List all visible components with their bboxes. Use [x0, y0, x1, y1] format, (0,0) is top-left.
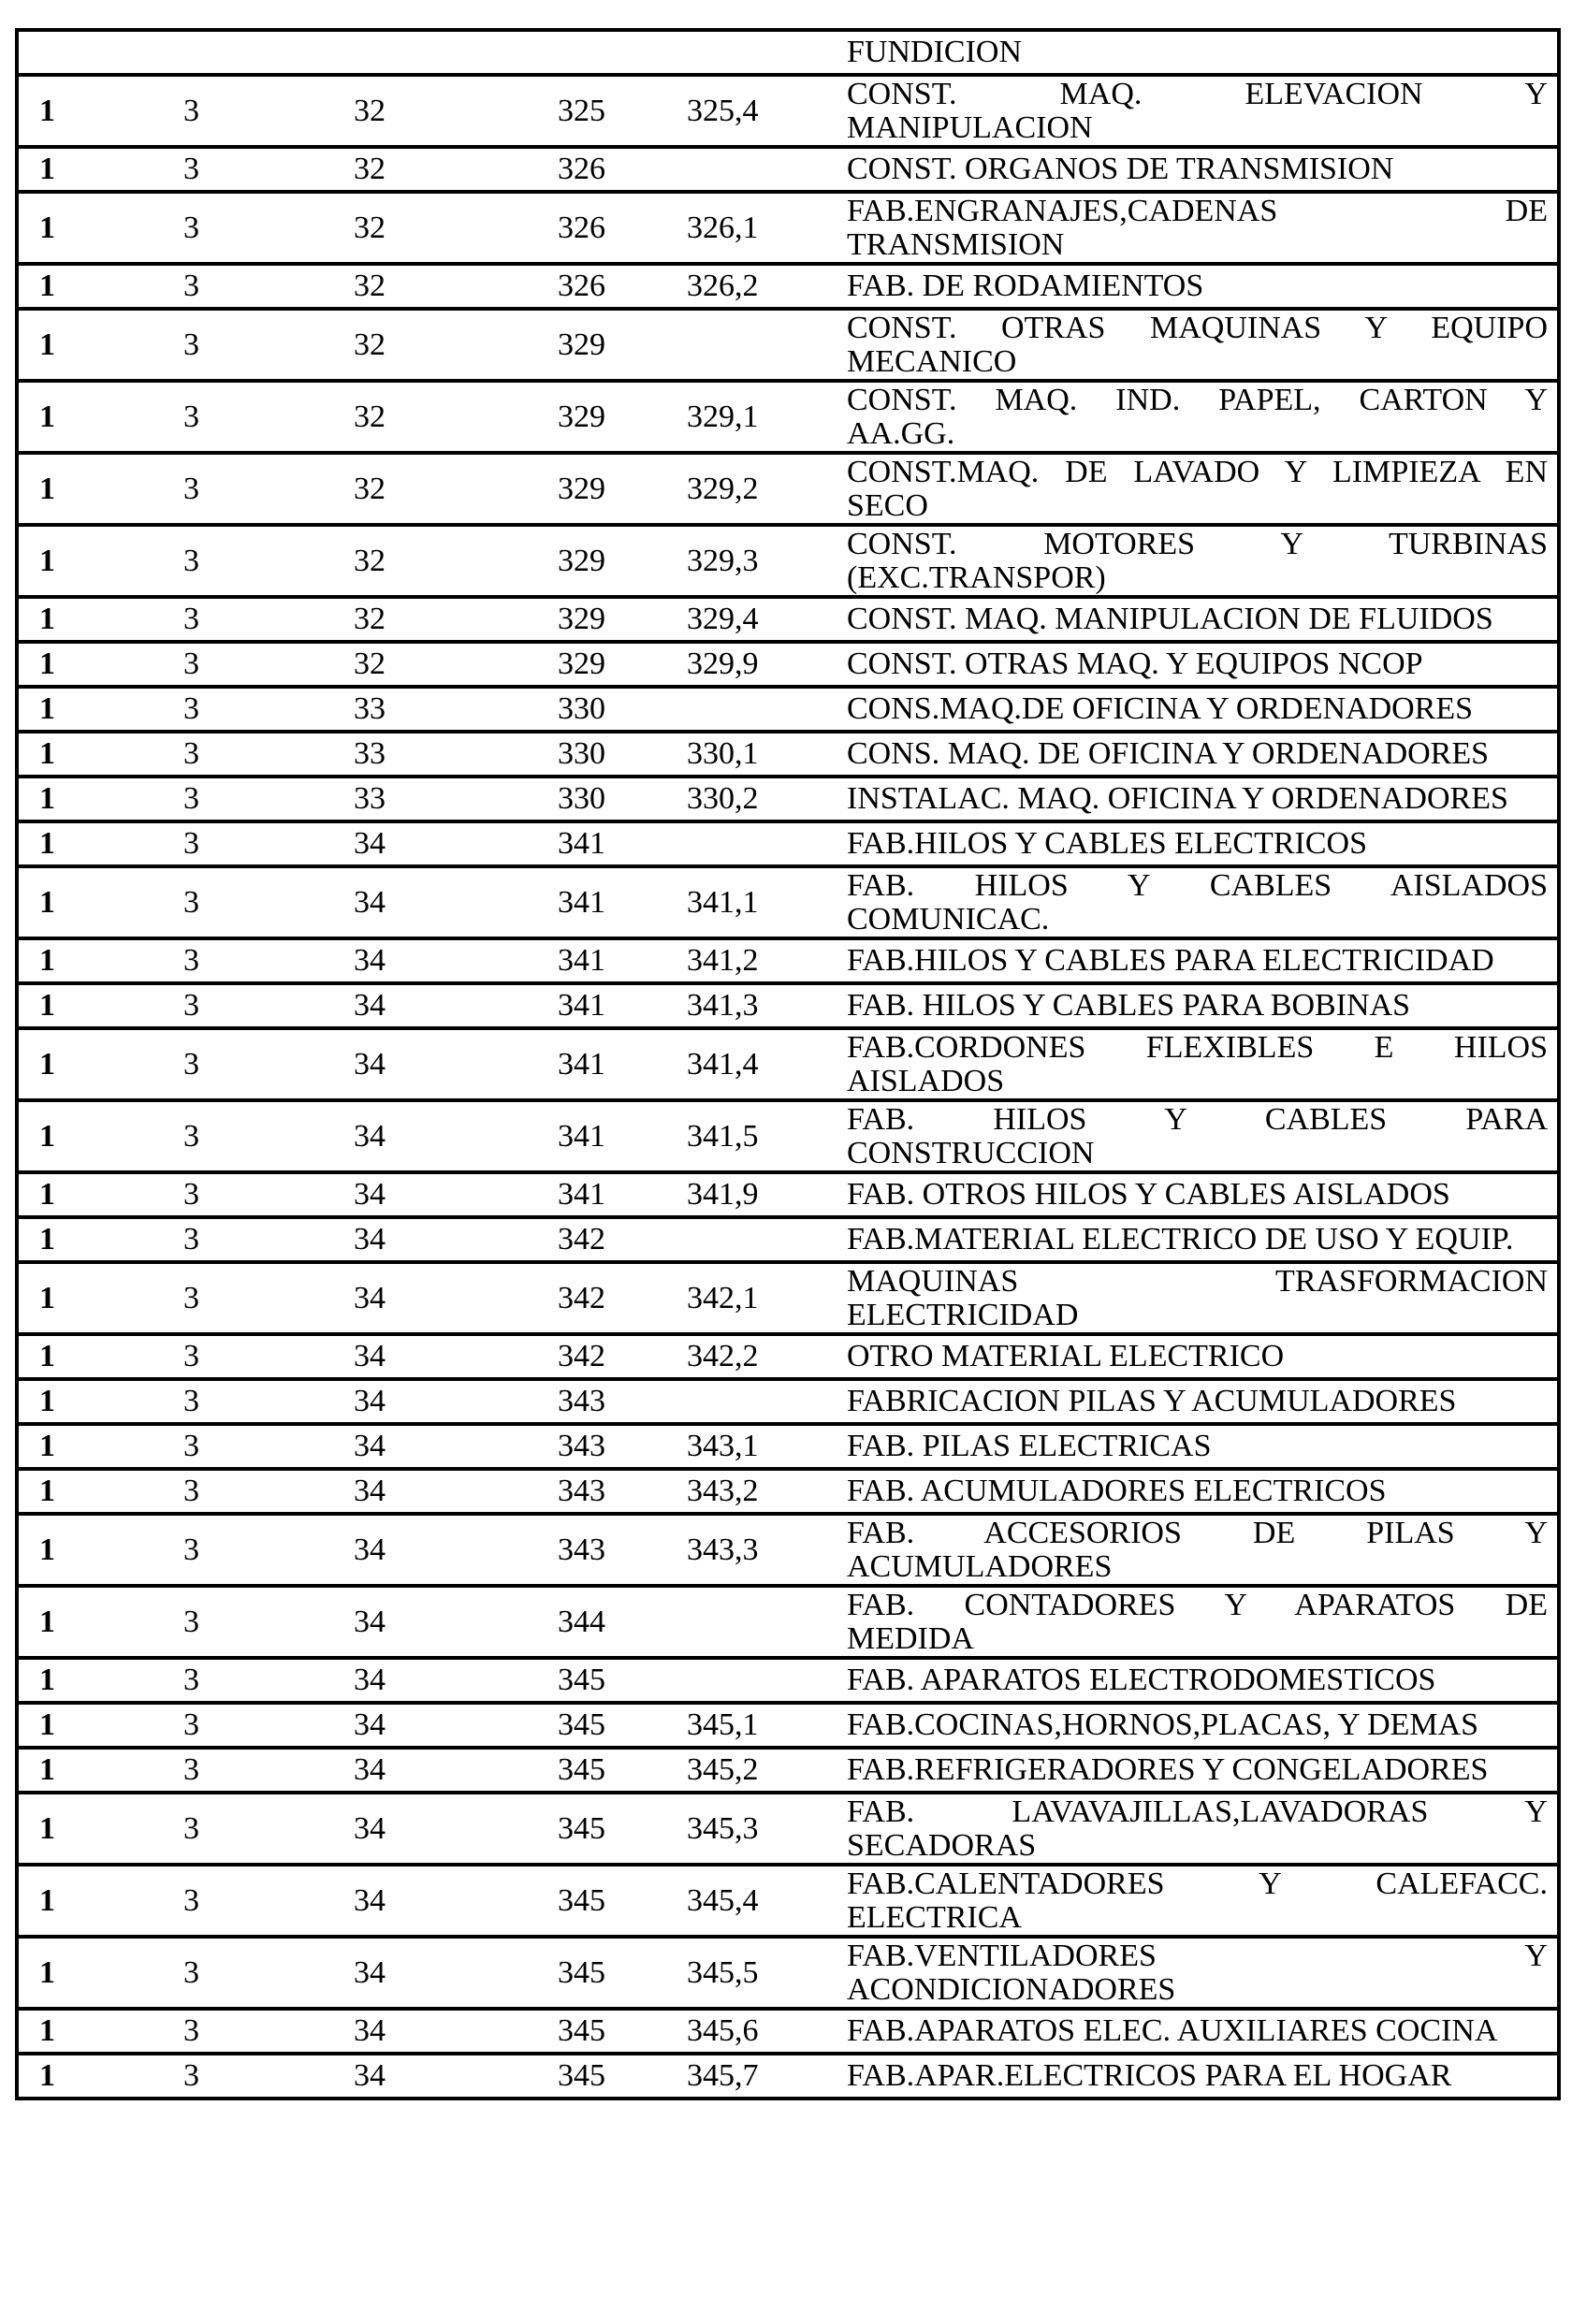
cell-level-2-code: 3 [183, 1222, 199, 1256]
cell-level-2-code: 3 [183, 1280, 199, 1315]
cell-level-3-code: 32 [354, 399, 386, 434]
cell-level-3-code: 34 [354, 1707, 386, 1742]
cell-level-3-code: 32 [354, 646, 386, 681]
table-row [19, 940, 1557, 985]
cell-level-3-code: 34 [354, 1384, 386, 1418]
cell-activity-description [833, 312, 1557, 379]
table-row [19, 734, 1557, 778]
cell-level-5-code: 342,2 [687, 1339, 759, 1373]
cell-level-2-code: 3 [183, 543, 199, 578]
cell-level-2-code: 3 [183, 1707, 199, 1742]
cell-level-2-code: 3 [183, 1429, 199, 1463]
cell-level-5-code: 345,7 [687, 2058, 759, 2093]
description-line: MECANICO [847, 343, 1017, 379]
cell-level-2-code: 3 [183, 1604, 199, 1639]
cell-level-2-code: 3 [183, 884, 199, 920]
description-line: AA.GG. [847, 415, 955, 451]
cell-level-4-code: 341 [558, 988, 605, 1023]
cell-level-1-code: 1 [39, 210, 55, 245]
cell-level-3-code: 33 [354, 781, 386, 816]
cell-level-3-code: 34 [354, 1752, 386, 1787]
table-row [19, 1705, 1557, 1750]
cell-level-2-code: 3 [183, 2013, 199, 2048]
cell-level-2-code: 3 [183, 152, 199, 186]
cell-activity-description [833, 1031, 1557, 1098]
cell-level-5-code: 345,4 [687, 1882, 759, 1918]
cell-level-2-code: 3 [183, 781, 199, 816]
cell-level-1-code: 1 [39, 1954, 55, 1990]
cell-activity-description [833, 528, 1557, 595]
cell-level-4-code: 341 [558, 826, 605, 861]
cell-activity-description [833, 737, 1557, 771]
description-line: ACUMULADORES [847, 1548, 1113, 1584]
cell-level-3-code: 34 [354, 1882, 386, 1918]
table-row [19, 868, 1557, 940]
cell-level-2-code: 3 [183, 1339, 199, 1373]
table-row [19, 1336, 1557, 1381]
cell-activity-description [833, 1265, 1557, 1332]
cell-level-5-code: 345,3 [687, 1810, 759, 1846]
table-row [19, 311, 1557, 383]
description-line: FAB. OTROS HILOS Y CABLES AISLADOS [847, 1177, 1450, 1212]
cell-level-1-code: 1 [39, 93, 55, 128]
cell-level-1-code: 1 [39, 269, 55, 303]
description-line: FAB.CALENTADORES Y CALEFACC. [847, 1866, 1548, 1901]
table-row [19, 2055, 1557, 2097]
cell-level-5-code: 330,1 [687, 736, 759, 771]
cell-level-1-code: 1 [39, 1384, 55, 1418]
cell-level-5-code: 342,1 [687, 1280, 759, 1315]
cell-level-2-code: 3 [183, 471, 199, 506]
description-line: FAB.MATERIAL ELECTRICO DE USO Y EQUIP. [847, 1222, 1514, 1256]
cell-activity-description [833, 78, 1557, 145]
description-line: SECO [847, 487, 928, 523]
cell-level-2-code: 3 [183, 988, 199, 1023]
cell-level-5-code: 326,2 [687, 269, 759, 303]
table-row [19, 32, 1557, 77]
cell-level-3-code: 34 [354, 1604, 386, 1639]
cell-level-2-code: 3 [183, 210, 199, 245]
cell-level-4-code: 344 [558, 1604, 605, 1639]
description-line: FAB. HILOS Y CABLES PARA [847, 1101, 1548, 1137]
cell-level-4-code: 341 [558, 1046, 605, 1082]
cell-level-4-code: 345 [558, 1810, 605, 1846]
cell-level-5-code: 341,3 [687, 988, 759, 1023]
cell-level-3-code: 32 [354, 327, 386, 362]
cell-level-3-code: 32 [354, 210, 386, 245]
cell-level-3-code: 34 [354, 943, 386, 978]
description-line: FAB. ACCESORIOS DE PILAS Y [847, 1515, 1548, 1550]
cell-level-3-code: 34 [354, 1663, 386, 1697]
table-row [19, 1381, 1557, 1426]
cell-level-4-code: 341 [558, 884, 605, 920]
description-line: FAB. DE RODAMIENTOS [847, 269, 1204, 303]
table-row [19, 1588, 1557, 1660]
description-line: FAB. CONTADORES Y APARATOS DE [847, 1587, 1548, 1622]
cell-level-1-code: 1 [39, 1177, 55, 1212]
cell-level-4-code: 341 [558, 943, 605, 978]
description-line: INSTALAC. MAQ. OFICINA Y ORDENADORES [847, 781, 1508, 816]
table-row [19, 689, 1557, 734]
table-row [19, 1750, 1557, 1794]
cell-activity-description [833, 1103, 1557, 1170]
cell-level-2-code: 3 [183, 1177, 199, 1212]
cell-level-5-code: 345,2 [687, 1752, 759, 1787]
cell-level-1-code: 1 [39, 1280, 55, 1315]
cell-level-1-code: 1 [39, 327, 55, 362]
description-line: FAB.CORDONES FLEXIBLES E HILOS [847, 1029, 1548, 1065]
cell-level-4-code: 343 [558, 1532, 605, 1567]
table-row [19, 383, 1557, 455]
description-line: CONS. MAQ. DE OFICINA Y ORDENADORES [847, 736, 1490, 771]
cell-level-5-code: 329,1 [687, 399, 759, 434]
cell-level-1-code: 1 [39, 826, 55, 861]
description-line: FAB. HILOS Y CABLES PARA BOBINAS [847, 988, 1411, 1023]
table-row [19, 1794, 1557, 1866]
cell-level-1-code: 1 [39, 1429, 55, 1463]
description-line: FABRICACION PILAS Y ACUMULADORES [847, 1384, 1457, 1418]
cell-level-3-code: 34 [354, 1954, 386, 1990]
cell-level-4-code: 343 [558, 1474, 605, 1508]
cell-level-2-code: 3 [183, 399, 199, 434]
cell-level-2-code: 3 [183, 1882, 199, 1918]
cell-level-5-code: 345,5 [687, 1954, 759, 1990]
cell-level-5-code: 341,4 [687, 1046, 759, 1082]
cell-level-2-code: 3 [183, 93, 199, 128]
cell-level-5-code: 341,9 [687, 1177, 759, 1212]
cell-level-4-code: 345 [558, 2058, 605, 2093]
cell-activity-description [833, 782, 1557, 816]
classification-code-table [15, 28, 1561, 2100]
description-line: OTRO MATERIAL ELECTRICO [847, 1339, 1285, 1373]
cell-level-2-code: 3 [183, 826, 199, 861]
table-row [19, 1866, 1557, 1939]
cell-level-2-code: 3 [183, 1046, 199, 1082]
cell-activity-description [833, 269, 1557, 303]
cell-level-1-code: 1 [39, 1707, 55, 1742]
cell-level-1-code: 1 [39, 152, 55, 186]
cell-level-4-code: 341 [558, 1118, 605, 1154]
table-row [19, 266, 1557, 311]
description-line: CONST. MAQ. MANIPULACION DE FLUIDOS [847, 602, 1493, 636]
table-row [19, 644, 1557, 689]
cell-activity-description [833, 1178, 1557, 1212]
cell-level-1-code: 1 [39, 1810, 55, 1846]
cell-level-1-code: 1 [39, 1339, 55, 1373]
description-line: MANIPULACION [847, 109, 1093, 145]
cell-activity-description [833, 1867, 1557, 1935]
cell-level-2-code: 3 [183, 1810, 199, 1846]
cell-level-3-code: 32 [354, 543, 386, 578]
cell-activity-description [833, 1430, 1557, 1463]
cell-level-3-code: 34 [354, 1280, 386, 1315]
cell-level-3-code: 34 [354, 988, 386, 1023]
cell-level-5-code: 341,2 [687, 943, 759, 978]
cell-level-2-code: 3 [183, 2058, 199, 2093]
cell-activity-description [833, 944, 1557, 978]
cell-level-5-code: 329,9 [687, 646, 759, 681]
cell-level-1-code: 1 [39, 602, 55, 636]
cell-level-3-code: 34 [354, 1339, 386, 1373]
cell-level-4-code: 345 [558, 1882, 605, 1918]
cell-level-3-code: 34 [354, 1118, 386, 1154]
cell-level-2-code: 3 [183, 943, 199, 978]
cell-level-1-code: 1 [39, 1663, 55, 1697]
description-line: FAB.APAR.ELECTRICOS PARA EL HOGAR [847, 2058, 1452, 2093]
cell-activity-description [833, 384, 1557, 451]
cell-level-3-code: 32 [354, 471, 386, 506]
cell-level-1-code: 1 [39, 646, 55, 681]
cell-level-1-code: 1 [39, 943, 55, 978]
cell-activity-description [833, 692, 1557, 726]
cell-level-2-code: 3 [183, 1474, 199, 1508]
cell-level-5-code: 326,1 [687, 210, 759, 245]
description-line: TRANSMISION [847, 226, 1065, 262]
description-line: FUNDICION [847, 35, 1022, 69]
cell-level-3-code: 34 [354, 1810, 386, 1846]
description-line: COMUNICAC. [847, 901, 1050, 937]
cell-level-3-code: 34 [354, 2013, 386, 2048]
cell-activity-description [833, 1753, 1557, 1787]
cell-activity-description [833, 989, 1557, 1023]
cell-level-2-code: 3 [183, 1532, 199, 1567]
cell-level-2-code: 3 [183, 1954, 199, 1990]
cell-level-5-code: 343,3 [687, 1532, 759, 1567]
cell-level-1-code: 1 [39, 691, 55, 726]
cell-level-4-code: 345 [558, 1707, 605, 1742]
description-line: CONS.MAQ.DE OFICINA Y ORDENADORES [847, 691, 1474, 726]
description-line: CONST. OTRAS MAQ. Y EQUIPOS NCOP [847, 646, 1423, 681]
cell-level-4-code: 330 [558, 781, 605, 816]
cell-level-3-code: 34 [354, 1429, 386, 1463]
cell-level-1-code: 1 [39, 736, 55, 771]
cell-level-1-code: 1 [39, 1882, 55, 1918]
cell-level-3-code: 32 [354, 602, 386, 636]
table-row [19, 599, 1557, 644]
table-row [19, 1219, 1557, 1264]
cell-level-4-code: 342 [558, 1222, 605, 1256]
description-line: CONST. OTRAS MAQUINAS Y EQUIPO [847, 310, 1548, 345]
cell-level-4-code: 345 [558, 1752, 605, 1787]
cell-level-3-code: 33 [354, 691, 386, 726]
cell-level-2-code: 3 [183, 327, 199, 362]
cell-activity-description [833, 1795, 1557, 1863]
table-row [19, 823, 1557, 868]
cell-level-4-code: 326 [558, 210, 605, 245]
description-line: SECADORAS [847, 1827, 1037, 1863]
cell-level-1-code: 1 [39, 399, 55, 434]
cell-activity-description [833, 1223, 1557, 1256]
description-line: FAB.VENTILADORES Y [847, 1938, 1548, 1973]
description-line: CONSTRUCCION [847, 1135, 1095, 1170]
cell-level-3-code: 34 [354, 1222, 386, 1256]
cell-level-3-code: 34 [354, 1532, 386, 1567]
cell-level-1-code: 1 [39, 471, 55, 506]
cell-level-5-code: 343,2 [687, 1474, 759, 1508]
cell-activity-description [833, 195, 1557, 262]
cell-level-2-code: 3 [183, 269, 199, 303]
cell-activity-description [833, 1939, 1557, 2007]
cell-level-1-code: 1 [39, 1474, 55, 1508]
table-row [19, 1264, 1557, 1336]
description-line: ELECTRICIDAD [847, 1297, 1079, 1332]
table-row [19, 1516, 1557, 1588]
description-line: CONST.MAQ. DE LAVADO Y LIMPIEZA EN [847, 454, 1548, 489]
cell-level-4-code: 329 [558, 602, 605, 636]
cell-level-4-code: 330 [558, 736, 605, 771]
cell-level-3-code: 32 [354, 269, 386, 303]
description-line: FAB. LAVAVAJILLAS,LAVADORAS Y [847, 1794, 1548, 1829]
cell-level-2-code: 3 [183, 691, 199, 726]
table-row [19, 2011, 1557, 2055]
description-line: FAB. PILAS ELECTRICAS [847, 1429, 1212, 1463]
cell-level-4-code: 326 [558, 269, 605, 303]
description-line: FAB. ACUMULADORES ELECTRICOS [847, 1474, 1387, 1508]
cell-level-5-code: 341,1 [687, 884, 759, 920]
table-row [19, 1426, 1557, 1471]
cell-activity-description [833, 869, 1557, 937]
description-line: FAB. HILOS Y CABLES AISLADOS [847, 867, 1548, 903]
cell-level-2-code: 3 [183, 736, 199, 771]
cell-activity-description [833, 153, 1557, 186]
cell-level-3-code: 32 [354, 152, 386, 186]
cell-level-2-code: 3 [183, 1752, 199, 1787]
cell-level-1-code: 1 [39, 1532, 55, 1567]
description-line: FAB.REFRIGERADORES Y CONGELADORES [847, 1752, 1489, 1787]
cell-level-5-code: 330,2 [687, 781, 759, 816]
cell-activity-description [833, 1663, 1557, 1697]
cell-level-5-code: 345,1 [687, 1707, 759, 1742]
cell-level-1-code: 1 [39, 884, 55, 920]
cell-level-2-code: 3 [183, 1384, 199, 1418]
table-row [19, 1102, 1557, 1174]
cell-level-4-code: 329 [558, 646, 605, 681]
cell-level-5-code: 341,5 [687, 1118, 759, 1154]
cell-level-4-code: 342 [558, 1339, 605, 1373]
cell-level-5-code: 329,3 [687, 543, 759, 578]
table-row [19, 1471, 1557, 1516]
cell-activity-description [833, 1474, 1557, 1508]
cell-level-3-code: 34 [354, 1177, 386, 1212]
description-line: FAB.ENGRANAJES,CADENAS DE [847, 193, 1548, 228]
table-row [19, 77, 1557, 149]
description-line: ACONDICIONADORES [847, 1971, 1176, 2007]
cell-level-3-code: 34 [354, 1474, 386, 1508]
cell-level-3-code: 33 [354, 736, 386, 771]
table-row [19, 1030, 1557, 1102]
cell-activity-description [833, 1589, 1557, 1656]
cell-level-1-code: 1 [39, 543, 55, 578]
cell-activity-description [833, 827, 1557, 861]
cell-level-3-code: 34 [354, 826, 386, 861]
cell-level-1-code: 1 [39, 2058, 55, 2093]
cell-activity-description [833, 1340, 1557, 1373]
table-row [19, 1939, 1557, 2011]
cell-level-4-code: 342 [558, 1280, 605, 1315]
cell-level-4-code: 329 [558, 471, 605, 506]
description-line: FAB. APARATOS ELECTRODOMESTICOS [847, 1663, 1436, 1697]
cell-level-4-code: 326 [558, 152, 605, 186]
cell-level-4-code: 345 [558, 1663, 605, 1697]
cell-level-4-code: 329 [558, 399, 605, 434]
cell-level-2-code: 3 [183, 1118, 199, 1154]
table-row [19, 194, 1557, 266]
cell-level-5-code: 329,4 [687, 602, 759, 636]
cell-level-5-code: 343,1 [687, 1429, 759, 1463]
table-row [19, 149, 1557, 194]
cell-level-2-code: 3 [183, 1663, 199, 1697]
description-line: CONST. MAQ. ELEVACION Y [847, 76, 1548, 111]
table-row [19, 455, 1557, 527]
cell-level-4-code: 329 [558, 327, 605, 362]
cell-activity-description [833, 2014, 1557, 2048]
cell-activity-description [833, 2059, 1557, 2093]
cell-level-1-code: 1 [39, 988, 55, 1023]
cell-level-2-code: 3 [183, 646, 199, 681]
description-line: AISLADOS [847, 1063, 1005, 1098]
cell-activity-description [833, 1708, 1557, 1742]
cell-level-3-code: 32 [354, 93, 386, 128]
cell-level-1-code: 1 [39, 1046, 55, 1082]
cell-level-4-code: 345 [558, 1954, 605, 1990]
cell-activity-description [833, 36, 1557, 69]
cell-level-4-code: 330 [558, 691, 605, 726]
cell-level-5-code: 325,4 [687, 93, 759, 128]
cell-level-3-code: 34 [354, 1046, 386, 1082]
description-line: MEDIDA [847, 1620, 974, 1656]
cell-level-5-code: 345,6 [687, 2013, 759, 2048]
description-line: CONST. MAQ. IND. PAPEL, CARTON Y [847, 382, 1548, 417]
cell-activity-description [833, 456, 1557, 523]
description-line: FAB.APARATOS ELEC. AUXILIARES COCINA [847, 2013, 1498, 2048]
table-row [19, 778, 1557, 823]
cell-activity-description [833, 603, 1557, 636]
cell-level-1-code: 1 [39, 1118, 55, 1154]
description-line: FAB.HILOS Y CABLES PARA ELECTRICIDAD [847, 943, 1494, 978]
cell-level-1-code: 1 [39, 781, 55, 816]
description-line: FAB.COCINAS,HORNOS,PLACAS, Y DEMAS [847, 1707, 1479, 1742]
cell-level-3-code: 34 [354, 2058, 386, 2093]
cell-level-2-code: 3 [183, 602, 199, 636]
cell-level-4-code: 341 [558, 1177, 605, 1212]
cell-level-1-code: 1 [39, 1604, 55, 1639]
cell-activity-description [833, 1517, 1557, 1584]
cell-level-5-code: 329,2 [687, 471, 759, 506]
cell-level-1-code: 1 [39, 2013, 55, 2048]
table-row [19, 1660, 1557, 1705]
description-line: FAB.HILOS Y CABLES ELECTRICOS [847, 826, 1368, 861]
cell-level-4-code: 325 [558, 93, 605, 128]
description-line: (EXC.TRANSPOR) [847, 559, 1106, 595]
cell-activity-description [833, 647, 1557, 681]
cell-level-4-code: 345 [558, 2013, 605, 2048]
cell-level-3-code: 34 [354, 884, 386, 920]
cell-level-4-code: 329 [558, 543, 605, 578]
table-row [19, 985, 1557, 1030]
description-line: ELECTRICA [847, 1899, 1022, 1935]
table-row [19, 1174, 1557, 1219]
cell-activity-description [833, 1385, 1557, 1418]
description-line: CONST. ORGANOS DE TRANSMISION [847, 152, 1394, 186]
description-line: CONST. MOTORES Y TURBINAS [847, 526, 1548, 561]
description-line: MAQUINAS TRASFORMACION [847, 1263, 1548, 1299]
cell-level-4-code: 343 [558, 1384, 605, 1418]
table-row [19, 527, 1557, 599]
cell-level-4-code: 343 [558, 1429, 605, 1463]
cell-level-1-code: 1 [39, 1222, 55, 1256]
cell-level-1-code: 1 [39, 1752, 55, 1787]
